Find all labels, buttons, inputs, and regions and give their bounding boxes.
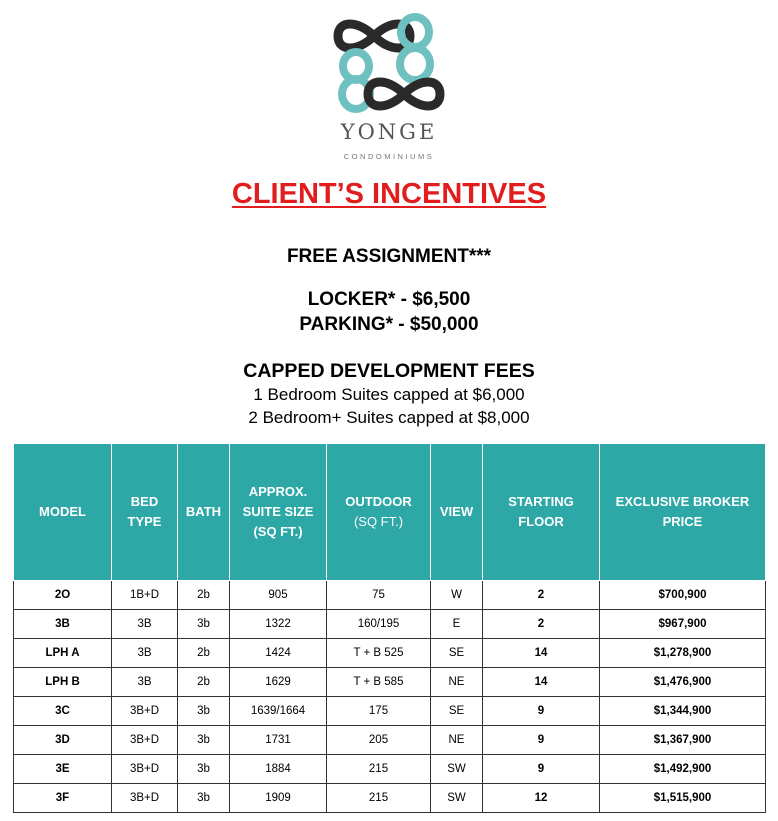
col-outdoor: OUTDOOR (SQ FT.) (327, 444, 431, 581)
cell-model: LPH A (14, 639, 112, 668)
cell-size: 1909 (230, 784, 327, 813)
cell-bed: 3B+D (112, 726, 178, 755)
cell-size: 1424 (230, 639, 327, 668)
cell-outdoor: 215 (327, 784, 431, 813)
cell-size: 1322 (230, 610, 327, 639)
table-row (14, 581, 766, 610)
table-row (14, 784, 766, 813)
cell-outdoor: 175 (327, 697, 431, 726)
cell-size: 1629 (230, 668, 327, 697)
cell-bath: 2b (178, 639, 230, 668)
table-row (14, 726, 766, 755)
free-assignment-text: FREE ASSIGNMENT*** (286, 246, 492, 267)
cell-model: 3D (14, 726, 112, 755)
cell-view: SE (431, 639, 483, 668)
cell-bed: 3B (112, 668, 178, 697)
cell-price: $1,476,900 (600, 668, 766, 697)
cell-bath: 2b (178, 668, 230, 697)
col-view: VIEW (431, 444, 483, 581)
capped-fees-title: CAPPED DEVELOPMENT FEES (243, 360, 535, 382)
table-row (14, 639, 766, 668)
cell-bath: 2b (178, 581, 230, 610)
brand-logo (0, 0, 778, 170)
cell-view: W (431, 581, 483, 610)
cell-floor: 12 (483, 784, 600, 813)
table-row (14, 610, 766, 639)
table-row (14, 697, 766, 726)
cell-model: 3F (14, 784, 112, 813)
cell-size: 1639/1664 (230, 697, 327, 726)
cell-model: 3C (14, 697, 112, 726)
cell-outdoor: 75 (327, 581, 431, 610)
cell-bath: 3b (178, 726, 230, 755)
cell-bed: 3B (112, 639, 178, 668)
cell-price: $967,900 (600, 610, 766, 639)
cell-bed: 1B+D (112, 581, 178, 610)
table-row (14, 668, 766, 697)
cell-floor: 9 (483, 697, 600, 726)
cell-bed: 3B (112, 610, 178, 639)
col-bath: BATH (178, 444, 230, 581)
cell-outdoor: 205 (327, 726, 431, 755)
cell-bed: 3B+D (112, 697, 178, 726)
cell-view: NE (431, 726, 483, 755)
cell-model: 3E (14, 755, 112, 784)
cell-floor: 2 (483, 581, 600, 610)
cell-size: 905 (230, 581, 327, 610)
infinity-888-logo-icon (330, 8, 448, 116)
cell-price: $1,515,900 (600, 784, 766, 813)
col-bed-type: BED TYPE (112, 444, 178, 581)
col-broker-price: EXCLUSIVE BROKER PRICE (600, 444, 766, 581)
cell-outdoor: T + B 525 (327, 639, 431, 668)
page-title: CLIENT’S INCENTIVES (231, 178, 547, 210)
cell-bed: 3B+D (112, 784, 178, 813)
col-starting-floor: STARTING FLOOR (483, 444, 600, 581)
brand-name: YONGE (340, 120, 438, 144)
cell-price: $700,900 (600, 581, 766, 610)
cell-outdoor: 215 (327, 755, 431, 784)
locker-price-text: LOCKER* - $6,500 (307, 289, 471, 310)
cell-floor: 2 (483, 610, 600, 639)
fees-1-bedroom-text: 1 Bedroom Suites capped at $6,000 (253, 385, 525, 404)
table-row (14, 755, 766, 784)
cell-view: SW (431, 784, 483, 813)
col-suite-size: APPROX. SUITE SIZE (SQ FT.) (230, 444, 327, 581)
cell-size: 1884 (230, 755, 327, 784)
cell-bed: 3B+D (112, 755, 178, 784)
cell-view: SW (431, 755, 483, 784)
brand-subtitle: CONDOMINIUMS (343, 152, 435, 161)
cell-view: NE (431, 668, 483, 697)
cell-outdoor: 160/195 (327, 610, 431, 639)
cell-model: 2O (14, 581, 112, 610)
cell-price: $1,492,900 (600, 755, 766, 784)
cell-floor: 9 (483, 726, 600, 755)
cell-model: LPH B (14, 668, 112, 697)
cell-bath: 3b (178, 784, 230, 813)
cell-price: $1,367,900 (600, 726, 766, 755)
cell-bath: 3b (178, 755, 230, 784)
cell-size: 1731 (230, 726, 327, 755)
cell-bath: 3b (178, 610, 230, 639)
cell-price: $1,278,900 (600, 639, 766, 668)
cell-view: E (431, 610, 483, 639)
cell-model: 3B (14, 610, 112, 639)
cell-bath: 3b (178, 697, 230, 726)
col-model: MODEL (14, 444, 112, 581)
parking-price-text: PARKING* - $50,000 (299, 314, 479, 335)
cell-floor: 9 (483, 755, 600, 784)
cell-floor: 14 (483, 639, 600, 668)
table-header-row (14, 444, 766, 581)
fees-2-bedroom-text: 2 Bedroom+ Suites capped at $8,000 (248, 408, 530, 427)
cell-view: SE (431, 697, 483, 726)
cell-floor: 14 (483, 668, 600, 697)
cell-price: $1,344,900 (600, 697, 766, 726)
cell-outdoor: T + B 585 (327, 668, 431, 697)
suite-price-table (13, 443, 766, 813)
